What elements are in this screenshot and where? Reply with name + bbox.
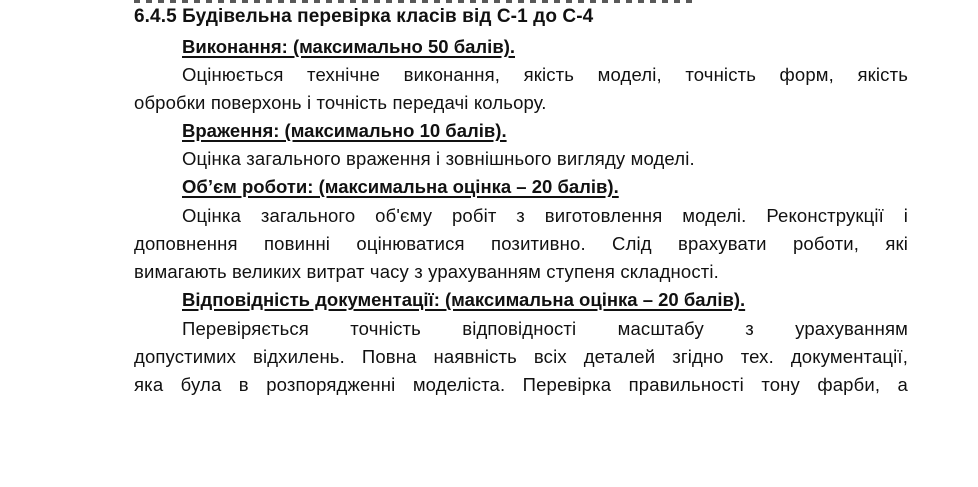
section-title: 6.4.5 Будівельна перевірка класів від С-1 до С-4 [134, 6, 594, 27]
paragraph-line: доповнення повинні оцінюватися позитивно. Слід врахувати роботи, які [134, 233, 908, 254]
paragraph-line: яка була в розпорядженні моделіста. Перевірка правильності тону фарби, а [134, 374, 908, 395]
paragraph-line: Оцінка загального об'єму робіт з виготовлення моделі. Реконструкції і [182, 205, 908, 226]
paragraph-line: Перевіряється точність відповідності масштабу з урахуванням [182, 318, 908, 339]
heading-execution: Виконання: (максимально 50 балів). [182, 36, 515, 57]
paragraph-line: обробки поверхонь і точність передачі кольору. [134, 92, 547, 113]
heading-documentation-compliance: Відповідність документації: (максимальна оцінка – 20 балів). [182, 289, 746, 310]
paragraph-line: допустимих відхилень. Повна наявність всіх деталей згідно тех. документації, [134, 346, 908, 367]
paragraph-line: Оцінка загального враження і зовнішнього вигляду моделі. [182, 148, 695, 169]
paragraph-line: вимагають великих витрат часу з урахуванням ступеня складності. [134, 261, 719, 282]
cut-off-previous-line [134, 0, 694, 3]
paragraph-line: Оцінюється технічне виконання, якість моделі, точність форм, якість [182, 64, 908, 85]
heading-impression: Враження: (максимально 10 балів). [182, 120, 507, 141]
heading-work-volume: Об’єм роботи: (максимальна оцінка – 20 балів). [182, 176, 619, 197]
